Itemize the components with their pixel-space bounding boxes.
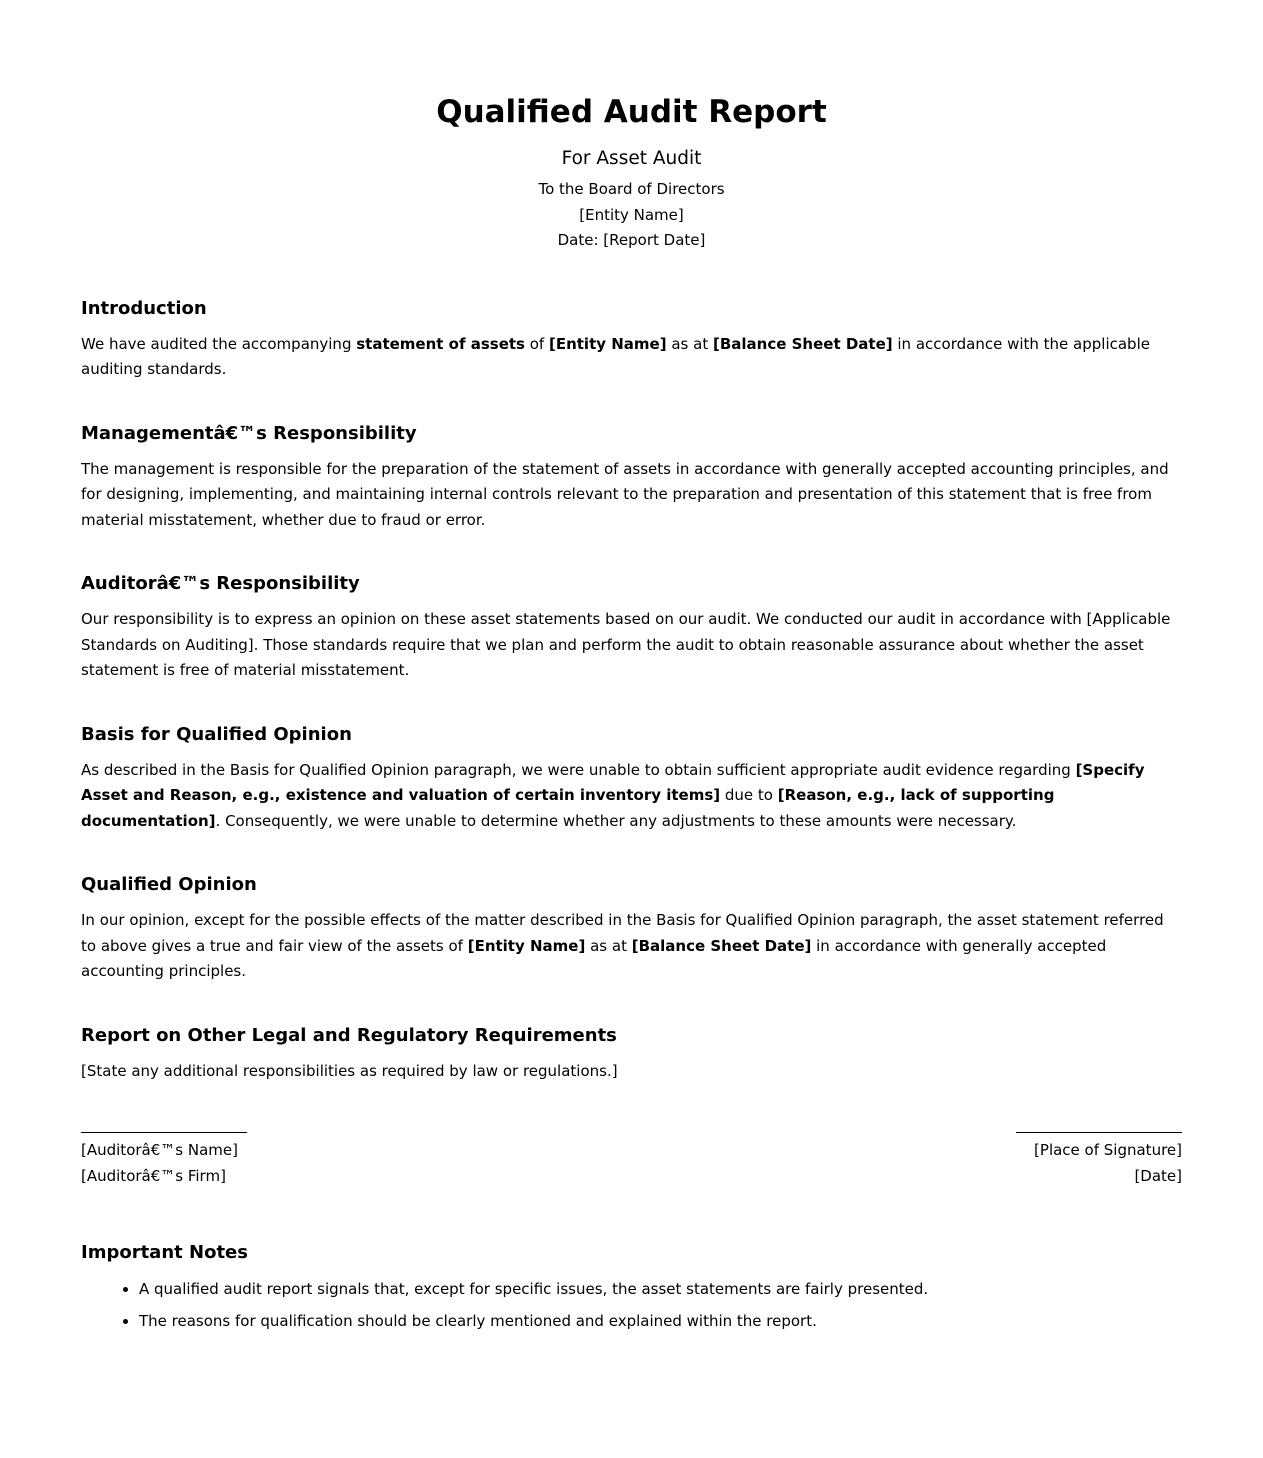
list-item: • The reasons for qualification should be clearly mentioned and explained within the report. bbox=[139, 1309, 1182, 1335]
basis-text-part: due to bbox=[720, 786, 778, 804]
management-text: The management is responsible for the preparation of the statement of assets in accordance with generally accepted accounting principles, and for designing, implementing, and maintaining internal controls relevant to the preparation and presentation of this statement that is free from material misstatement, whether due to fraud or error. bbox=[81, 459, 1169, 529]
basis-bold-reason: [Reason, e.g., lack of supporting documentation] bbox=[81, 786, 1055, 830]
basis-text-part: As described in the Basis for Qualified Opinion paragraph, we were unable to obtain sufficient appropriate audit evidence regarding bbox=[81, 760, 1076, 779]
basis-text bbox=[81, 758, 1182, 835]
opinion-bold-date: [Balance Sheet Date] bbox=[631, 936, 812, 955]
intro-bold-entity: [Entity Name] bbox=[548, 334, 667, 353]
auditor-heading: Auditorâ€™s Responsibility bbox=[81, 573, 360, 594]
opinion-text-part: as at bbox=[585, 936, 632, 955]
signature-block bbox=[81, 1132, 1182, 1202]
auditor-firm: [Auditorâ€™s Firm] bbox=[81, 1166, 226, 1185]
opinion-text-part: in accordance with generally accepted accounting principles. bbox=[81, 936, 1107, 980]
auditor-text: Our responsibility is to express an opinion on these asset statements based on our audit. We conducted our audit in accordance with [Applicable Standards on Auditing]. Those standards require that we plan and perform the audit to obtain reasonable assurance about whether the asset statement is free of material misstatement. bbox=[81, 610, 1171, 679]
basis-heading: Basis for Qualified Opinion bbox=[81, 723, 352, 745]
auditor-name: [Auditorâ€™s Name] bbox=[81, 1141, 238, 1159]
opinion-heading: Qualified Opinion bbox=[81, 874, 257, 895]
basis-bold-asset: [Specify Asset and Reason, e.g., existence and valuation of certain inventory items] bbox=[81, 760, 1145, 804]
management-section bbox=[81, 421, 1182, 534]
legal-heading: Report on Other Legal and Regulatory Requirements bbox=[81, 1024, 617, 1046]
legal-text: [State any additional responsibilities as required by law or regulations.] bbox=[81, 1061, 618, 1080]
notes-heading: Important Notes bbox=[81, 1242, 248, 1263]
intro-bold-date: [Balance Sheet Date] bbox=[712, 334, 893, 353]
basis-section bbox=[81, 722, 1182, 835]
list-item: • A qualified audit report signals that, except for specific issues, the asset statements are fairly presented. bbox=[139, 1277, 1182, 1303]
management-heading: Managementâ€™s Responsibility bbox=[81, 422, 417, 444]
legal-section bbox=[81, 1023, 1182, 1085]
notes-section bbox=[81, 1240, 1182, 1335]
basis-text-part: . Consequently, we were unable to determine whether any adjustments to these amounts were necessary. bbox=[215, 811, 1017, 830]
intro-text-part: as at bbox=[666, 334, 713, 353]
notes-list bbox=[81, 1277, 1182, 1335]
introduction-heading: Introduction bbox=[81, 297, 207, 319]
report-date: Date: [Report Date] bbox=[557, 231, 706, 249]
entity-name: [Entity Name] bbox=[579, 205, 684, 224]
report-title: Qualified Audit Report bbox=[436, 94, 827, 130]
auditor-section bbox=[81, 571, 1182, 684]
introduction-text bbox=[81, 332, 1182, 383]
intro-text-part: We have audited the accompanying bbox=[81, 334, 357, 353]
report-subtitle: For Asset Audit bbox=[561, 148, 702, 169]
opinion-text bbox=[81, 908, 1182, 985]
place-date-signature bbox=[1016, 1132, 1182, 1189]
signature-date: [Date] bbox=[1134, 1166, 1182, 1185]
report-header bbox=[81, 90, 1182, 254]
signature-line-right bbox=[1016, 1132, 1182, 1133]
opinion-bold-entity: [Entity Name] bbox=[467, 936, 586, 955]
auditor-signature bbox=[81, 1132, 247, 1189]
place-of-signature: [Place of Signature] bbox=[1034, 1141, 1182, 1159]
intro-text-part: of bbox=[524, 334, 549, 353]
opinion-section bbox=[81, 872, 1182, 985]
intro-bold-statement: statement of assets bbox=[356, 334, 525, 353]
introduction-section bbox=[81, 296, 1182, 383]
addressee: To the Board of Directors bbox=[538, 180, 725, 198]
signature-line-left bbox=[81, 1132, 247, 1133]
opinion-text-part: In our opinion, except for the possible effects of the matter described in the Basis for Qualified Opinion paragraph, the asset statement referred to above gives a true and fair view of the assets of bbox=[81, 911, 1164, 955]
intro-text-part: in accordance with the applicable auditing standards. bbox=[81, 334, 1150, 378]
